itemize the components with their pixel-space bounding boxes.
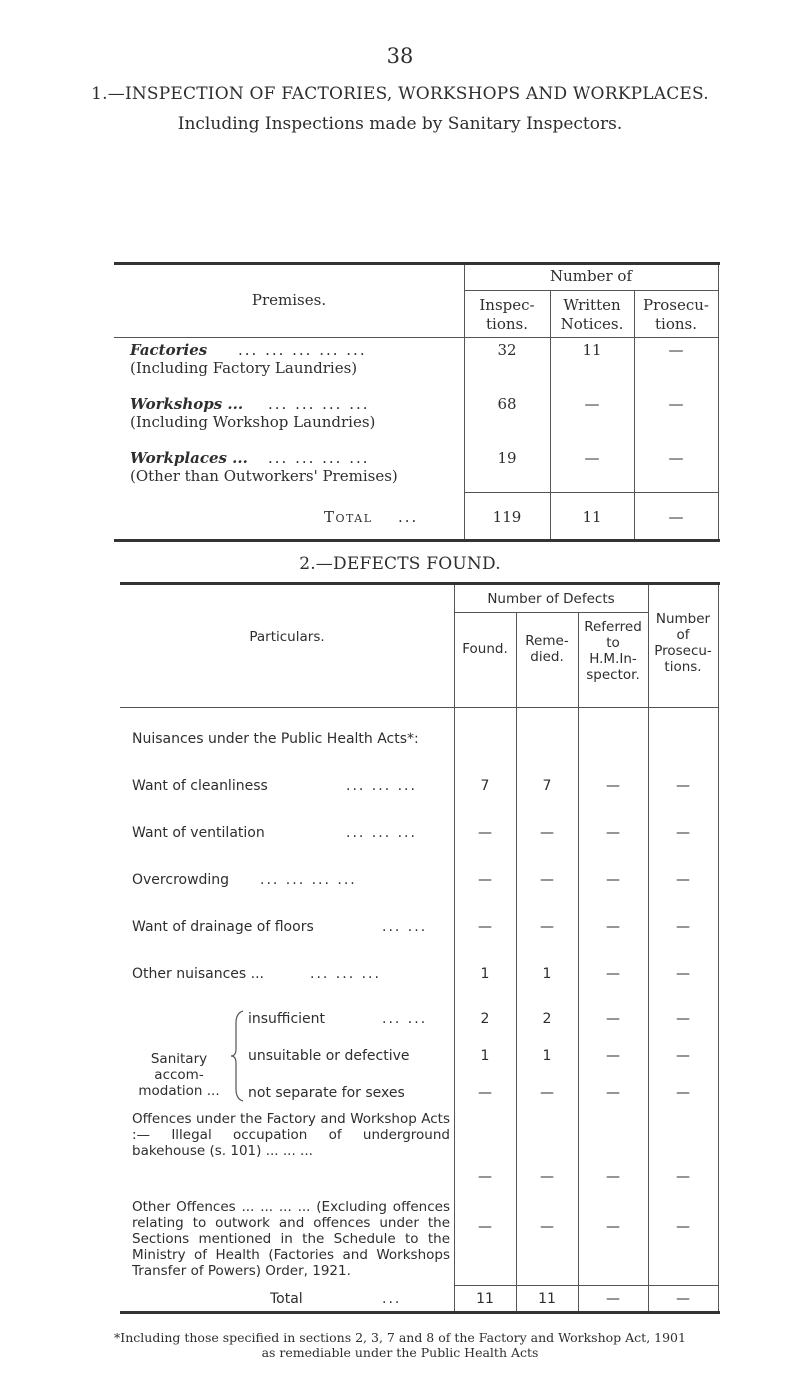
leader-dots: ... ... ... ... <box>260 872 357 888</box>
leader-dots: ... ... ... ... ... <box>238 341 367 359</box>
referred-value: — <box>606 1048 620 1064</box>
sanitary-accommodation-label: Sanitary accom- modation ... <box>138 1051 220 1099</box>
total-inspections: 119 <box>492 508 522 526</box>
remedied-value: — <box>540 1219 554 1235</box>
referred-value: — <box>606 825 620 841</box>
prosecutions-value: — <box>676 1169 690 1185</box>
workshops-label: Workshops ... <box>130 395 244 413</box>
number-of-header: Number of <box>549 267 632 285</box>
found-value: 1 <box>480 966 490 982</box>
factories-label: Factories <box>130 341 208 359</box>
section2-heading: 2.—DEFECTS FOUND. <box>299 554 501 574</box>
remedied-value: — <box>540 825 554 841</box>
found-header: Found. <box>462 641 508 657</box>
premises-header: Premises. <box>251 291 327 309</box>
sanitary-row-label: insufficient <box>248 1011 326 1027</box>
leader-dots: ... ... <box>382 919 428 935</box>
remedied-value: — <box>540 872 554 888</box>
particulars-header: Particulars. <box>249 629 325 645</box>
workplaces-prosecutions: — <box>668 449 684 467</box>
total-prosecutions: — <box>676 1291 690 1307</box>
row-label: Other nuisances ... <box>132 966 264 982</box>
remedied-value: — <box>540 919 554 935</box>
total-remedied: 11 <box>538 1291 556 1307</box>
remedied-value: — <box>540 1169 554 1185</box>
workplaces-sublabel: (Other than Outworkers' Premises) <box>130 467 398 485</box>
workshops-prosecutions: — <box>668 395 684 413</box>
total-referred: — <box>606 1291 620 1307</box>
factories-prosecutions: — <box>668 341 684 359</box>
prosecutions-value: — <box>676 1011 690 1027</box>
row-label: Want of ventilation <box>132 825 265 841</box>
leader-dots: ... <box>398 508 419 526</box>
remedied-value: 2 <box>542 1011 552 1027</box>
row-label: Want of drainage of floors <box>132 919 314 935</box>
leader-dots: ... ... ... <box>346 825 417 841</box>
prosecutions-value: — <box>676 1085 690 1101</box>
total-found: 11 <box>476 1291 494 1307</box>
workshops-sublabel: (Including Workshop Laundries) <box>130 413 376 431</box>
referred-value: — <box>606 919 620 935</box>
found-value: 7 <box>480 778 490 794</box>
sanitary-row-label: not separate for sexes <box>248 1085 405 1101</box>
referred-value: — <box>606 1085 620 1101</box>
workplaces-written: — <box>584 449 600 467</box>
remedied-header: Reme- died. <box>525 633 569 665</box>
factories-sublabel: (Including Factory Laundries) <box>130 359 358 377</box>
page-number: 38 <box>386 44 414 68</box>
found-value: — <box>478 1219 492 1235</box>
referred-value: — <box>606 1169 620 1185</box>
prosecutions-value: — <box>676 1219 690 1235</box>
total-label: Total <box>270 1291 303 1307</box>
section1-heading: 1.—INSPECTION OF FACTORIES, WORKSHOPS AND WORKPLACES. <box>91 84 709 104</box>
inspection-table <box>114 262 720 542</box>
prosecutions-header: Number of Prosecu- tions. <box>654 611 712 675</box>
remedied-value: 1 <box>542 966 552 982</box>
row-label: Overcrowding <box>132 872 230 888</box>
workplaces-inspections: 19 <box>497 449 517 467</box>
offences-text: Offences under the Factory and Workshop Acts :— Illegal occupation of underground bakehouse (s. 101) ... ... ... <box>132 1111 450 1159</box>
referred-header: Referred to H.M.In- spector. <box>584 619 642 683</box>
total-label: Total <box>324 508 373 526</box>
brace-bracket <box>230 1009 246 1103</box>
leader-dots: ... ... ... ... <box>268 449 370 467</box>
referred-value: — <box>606 966 620 982</box>
workshops-written: — <box>584 395 600 413</box>
total-prosecutions: — <box>668 508 684 526</box>
sanitary-row-label: unsuitable or defective <box>248 1048 410 1064</box>
found-value: — <box>478 1085 492 1101</box>
found-value: — <box>478 872 492 888</box>
prosecutions-value: — <box>676 825 690 841</box>
total-written: 11 <box>582 508 602 526</box>
prosecutions-header: Prosecu- tions. <box>643 296 709 333</box>
workplaces-label: Workplaces ... <box>130 449 248 467</box>
remedied-value: 7 <box>542 778 552 794</box>
prosecutions-value: — <box>676 778 690 794</box>
number-of-defects-header: Number of Defects <box>487 591 615 607</box>
referred-value: — <box>606 778 620 794</box>
found-value: — <box>478 825 492 841</box>
referred-value: — <box>606 1219 620 1235</box>
workshops-inspections: 68 <box>497 395 517 413</box>
inspections-header: Inspec- tions. <box>479 296 535 333</box>
leader-dots: ... <box>382 1291 402 1307</box>
found-value: 1 <box>480 1048 490 1064</box>
row-label: Want of cleanliness <box>132 778 268 794</box>
found-value: — <box>478 1169 492 1185</box>
factories-written: 11 <box>582 341 602 359</box>
referred-value: — <box>606 1011 620 1027</box>
prosecutions-value: — <box>676 966 690 982</box>
defects-table <box>120 582 720 1314</box>
remedied-value: — <box>540 1085 554 1101</box>
factories-inspections: 32 <box>497 341 517 359</box>
leader-dots: ... ... ... ... <box>268 395 370 413</box>
remedied-value: 1 <box>542 1048 552 1064</box>
leader-dots: ... ... ... <box>310 966 381 982</box>
prosecutions-value: — <box>676 919 690 935</box>
referred-value: — <box>606 872 620 888</box>
leader-dots: ... ... <box>382 1011 428 1027</box>
prosecutions-value: — <box>676 872 690 888</box>
section1-subheading: Including Inspections made by Sanitary Inspectors. <box>177 114 623 134</box>
written-notices-header: Written Notices. <box>560 296 624 333</box>
prosecutions-value: — <box>676 1048 690 1064</box>
footnote: *Including those specified in sections 2, 3, 7 and 8 of the Factory and Workshop Act, 1901 as remediable under the Public Health Acts <box>114 1330 686 1360</box>
nuisances-heading: Nuisances under the Public Health Acts*: <box>132 731 419 747</box>
other-offences-text: Other Offences ... ... ... ... (Excluding offences relating to outwork and offences under the Sections mentioned in the Schedule to the Ministry of Health (Factories and Workshops Transfer of Powers) Order, 1921. <box>132 1199 450 1279</box>
found-value: — <box>478 919 492 935</box>
found-value: 2 <box>480 1011 490 1027</box>
leader-dots: ... ... ... <box>346 778 417 794</box>
